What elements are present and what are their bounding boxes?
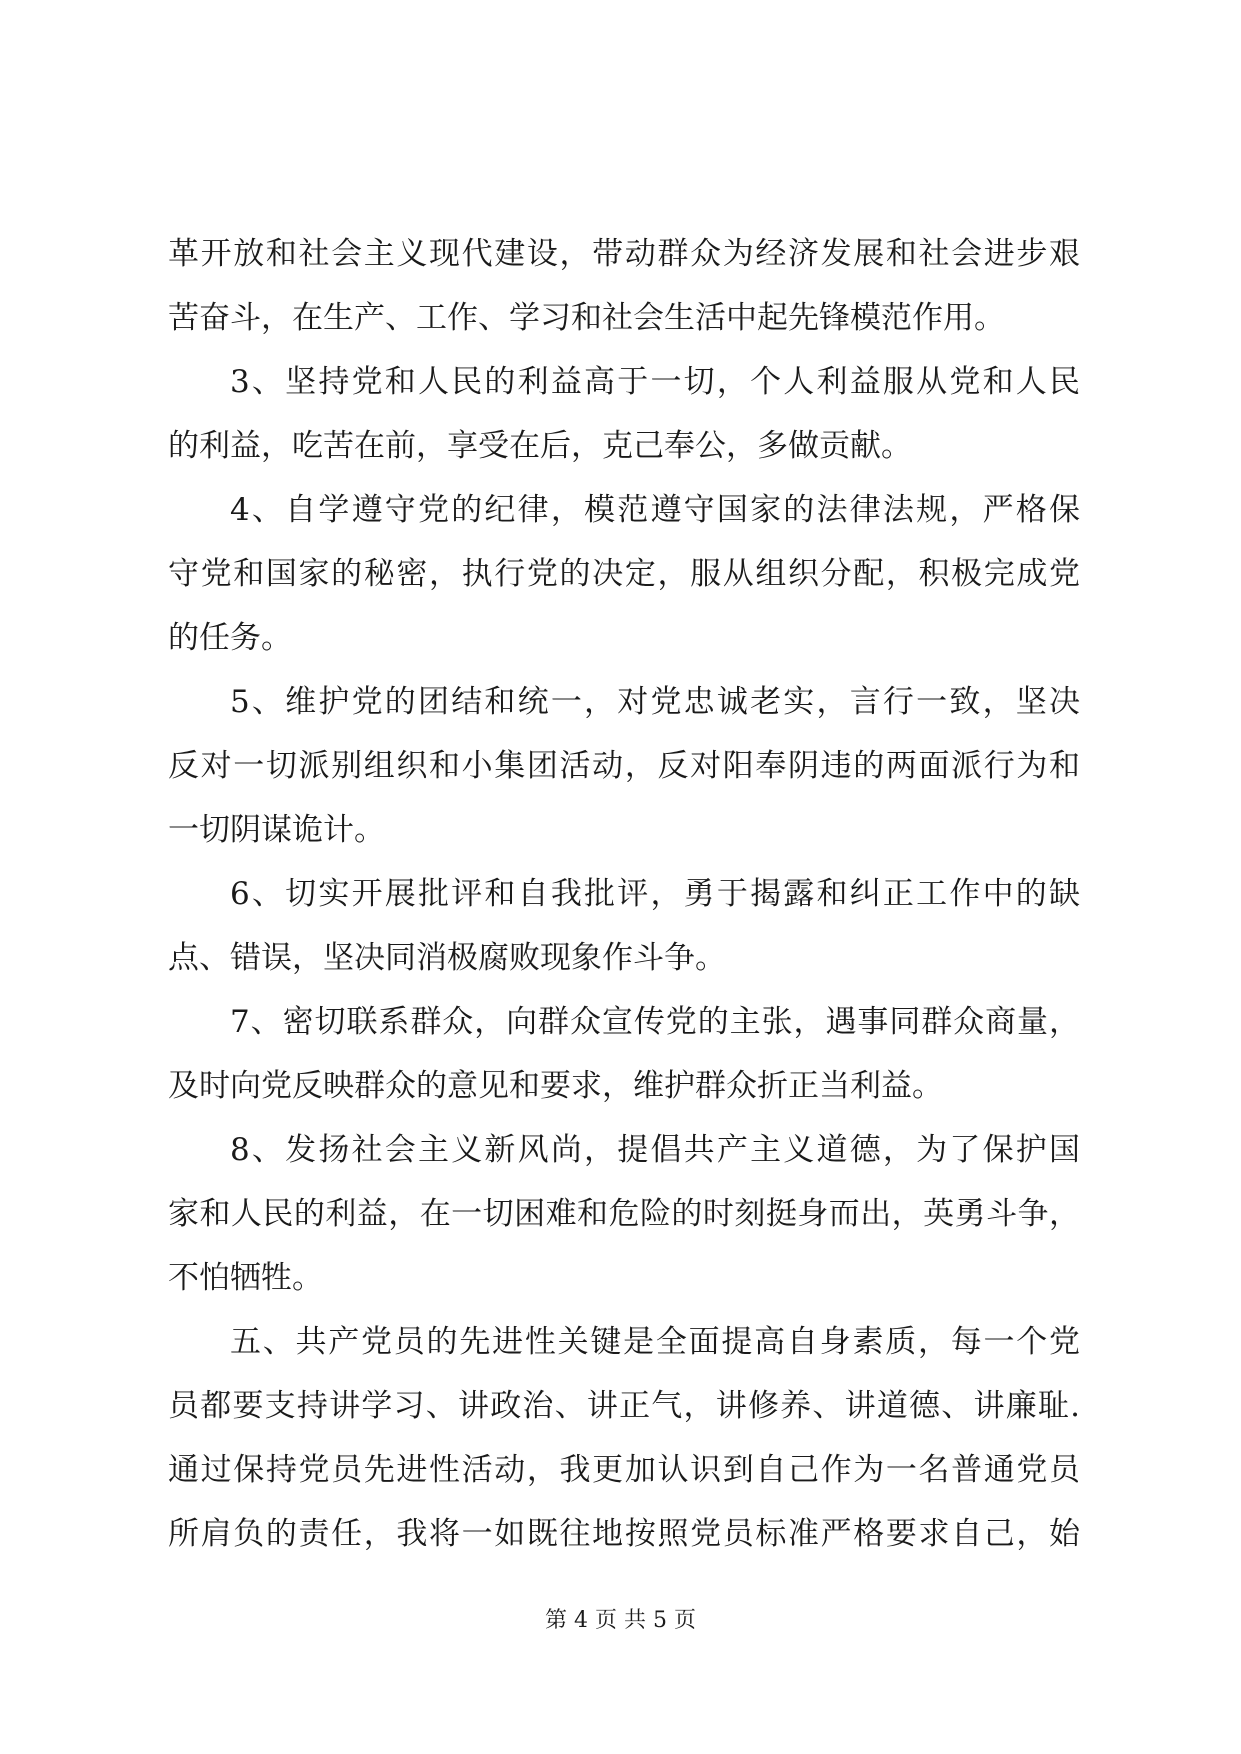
text-line: 不怕牺牲。 xyxy=(168,1260,323,1296)
page-number-footer: 第 4 页 共 5 页 xyxy=(545,1608,696,1633)
text-line: 革开放和社会主义现代建设，带动群众为经济发展和社会进步艰 xyxy=(168,236,1080,272)
text-line: 点、错误，坚决同消极腐败现象作斗争。 xyxy=(168,940,726,976)
text-line: 6、切实开展批评和自我批评，勇于揭露和纠正工作中的缺 xyxy=(230,876,1080,912)
text-line: 3、坚持党和人民的利益高于一切，个人利益服从党和人民 xyxy=(230,364,1080,400)
text-line: 家和人民的利益，在一切困难和危险的时刻挺身而出，英勇斗争， xyxy=(168,1196,1080,1232)
text-line: 4、自学遵守党的纪律，模范遵守国家的法律法规，严格保 xyxy=(230,492,1080,528)
text-line: 反对一切派别组织和小集团活动，反对阳奉阴违的两面派行为和 xyxy=(168,748,1080,784)
text-line: 的利益，吃苦在前，享受在后，克己奉公，多做贡献。 xyxy=(168,428,912,464)
text-line: 5、维护党的团结和统一，对党忠诚老实，言行一致，坚决 xyxy=(230,684,1080,720)
text-line: 的任务。 xyxy=(168,620,292,656)
text-line: 员都要支持讲学习、讲政治、讲正气，讲修养、讲道德、讲廉耻. xyxy=(168,1388,1080,1424)
body-text xyxy=(168,222,1080,1566)
text-line: 一切阴谋诡计。 xyxy=(168,812,385,848)
text-line: 通过保持党员先进性活动，我更加认识到自己作为一名普通党员 xyxy=(168,1452,1080,1488)
text-line: 7、密切联系群众，向群众宣传党的主张，遇事同群众商量， xyxy=(230,1004,1080,1040)
text-line: 8、发扬社会主义新风尚，提倡共产主义道德，为了保护国 xyxy=(230,1132,1080,1168)
text-line: 苦奋斗，在生产、工作、学习和社会生活中起先锋模范作用。 xyxy=(168,300,1005,336)
text-line: 五、共产党员的先进性关键是全面提高自身素质，每一个党 xyxy=(230,1324,1080,1360)
text-line: 守党和国家的秘密，执行党的决定，服从组织分配，积极完成党 xyxy=(168,556,1080,592)
text-line: 及时向党反映群众的意见和要求，维护群众折正当利益。 xyxy=(168,1068,943,1104)
text-line: 所肩负的责任，我将一如既往地按照党员标准严格要求自己，始 xyxy=(168,1516,1080,1552)
